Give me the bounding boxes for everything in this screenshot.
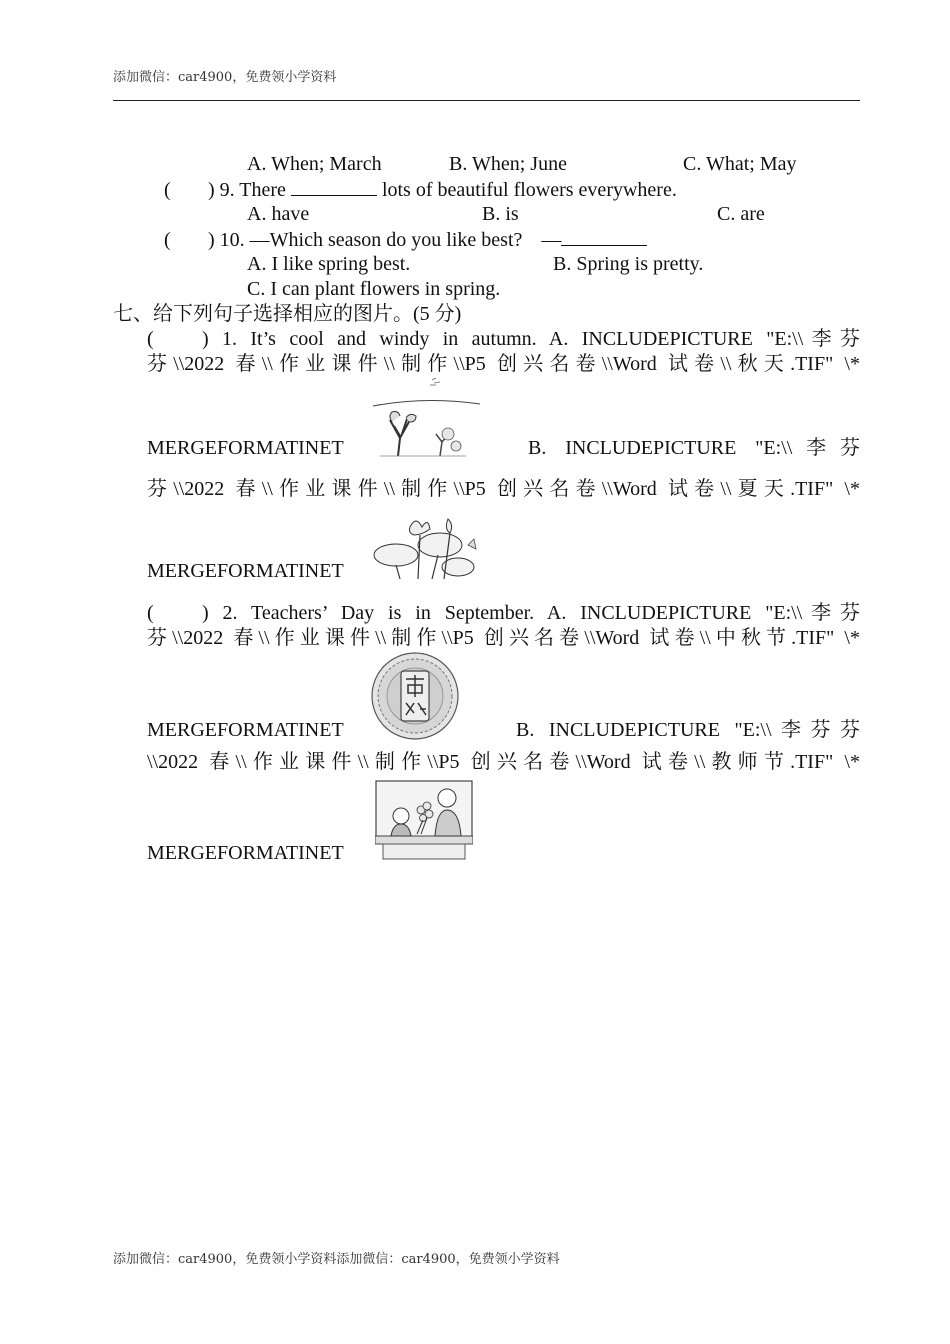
answer-blank	[291, 177, 377, 196]
answer-paren: (	[147, 328, 154, 350]
q9-option-a: A. have	[247, 203, 310, 225]
page-footer: 添加微信：car4900，免费领小学资料添加微信：car4900，免费领小学资料	[113, 1252, 560, 1267]
item1-option-b-line1: B. INCLUDEPICTURE "E:\\李芬	[528, 437, 860, 459]
answer-paren: (	[147, 602, 154, 624]
item1-option-b-line2: 芬\\2022 春\\作业课件\\制作\\P5 创兴名卷\\Word 试卷\\夏天.TIF" \*	[147, 478, 860, 500]
q9-option-b: B. is	[482, 203, 519, 225]
section-title: 七、给下列句子选择相应的图片。(5 分)	[113, 303, 462, 325]
summer-lotus-image	[370, 515, 478, 581]
q10-stem	[164, 227, 647, 253]
header-rule	[113, 100, 860, 101]
q9-stem	[164, 177, 677, 203]
q10-dash: —	[541, 229, 562, 251]
item1-merge-a: MERGEFORMATINET	[147, 437, 344, 459]
q10-stem-text: ) 10. —Which season do you like best?	[208, 229, 523, 251]
q9-stem-rest: lots of beautiful flowers everywhere.	[381, 179, 677, 201]
q10-option-c: C. I can plant flowers in spring.	[247, 278, 501, 300]
q8-option-a: A. When; March	[247, 153, 382, 175]
teachers-day-image	[375, 780, 473, 860]
answer-blank	[561, 227, 647, 246]
item1-line1-text: ) 1. It’s cool and windy in autumn. A. INCLUDEPICTURE "E:\\李芬	[202, 328, 860, 350]
item2-merge-b: MERGEFORMATINET	[147, 842, 344, 864]
q8-option-c: C. What; May	[683, 153, 797, 175]
mooncake-image	[370, 651, 460, 741]
page-header: 添加微信：car4900，免费领小学资料	[113, 70, 337, 85]
item1-line2: 芬\\2022 春\\作业课件\\制作\\P5 创兴名卷\\Word 试卷\\秋天.TIF" \*	[147, 353, 860, 375]
item2-option-b-line1: B. INCLUDEPICTURE "E:\\李芬芬	[516, 719, 860, 741]
item1-line1	[147, 327, 860, 352]
item2-option-b-line2: \\2022 春\\作业课件\\制作\\P5 创兴名卷\\Word 试卷\\教师节.TIF" \*	[147, 751, 860, 773]
item2-merge-a: MERGEFORMATINET	[147, 719, 344, 741]
q10-option-a: A. I like spring best.	[247, 253, 411, 275]
answer-paren: (	[164, 229, 171, 251]
q8-option-b: B. When; June	[449, 153, 567, 175]
item2-line1	[147, 601, 860, 626]
q9-stem-number: ) 9. There	[208, 179, 286, 201]
answer-paren: (	[164, 179, 171, 201]
autumn-tree-image	[370, 376, 482, 458]
q9-option-c: C. are	[717, 203, 765, 225]
item2-line2: 芬\\2022 春\\作业课件\\制作\\P5 创兴名卷\\Word 试卷\\中秋节.TIF" \*	[147, 627, 860, 649]
item1-merge-b: MERGEFORMATINET	[147, 560, 344, 582]
item2-line1-text: ) 2. Teachers’ Day is in September. A. INCLUDEPICTURE "E:\\李芬	[202, 602, 860, 624]
q10-option-b: B. Spring is pretty.	[553, 253, 704, 275]
